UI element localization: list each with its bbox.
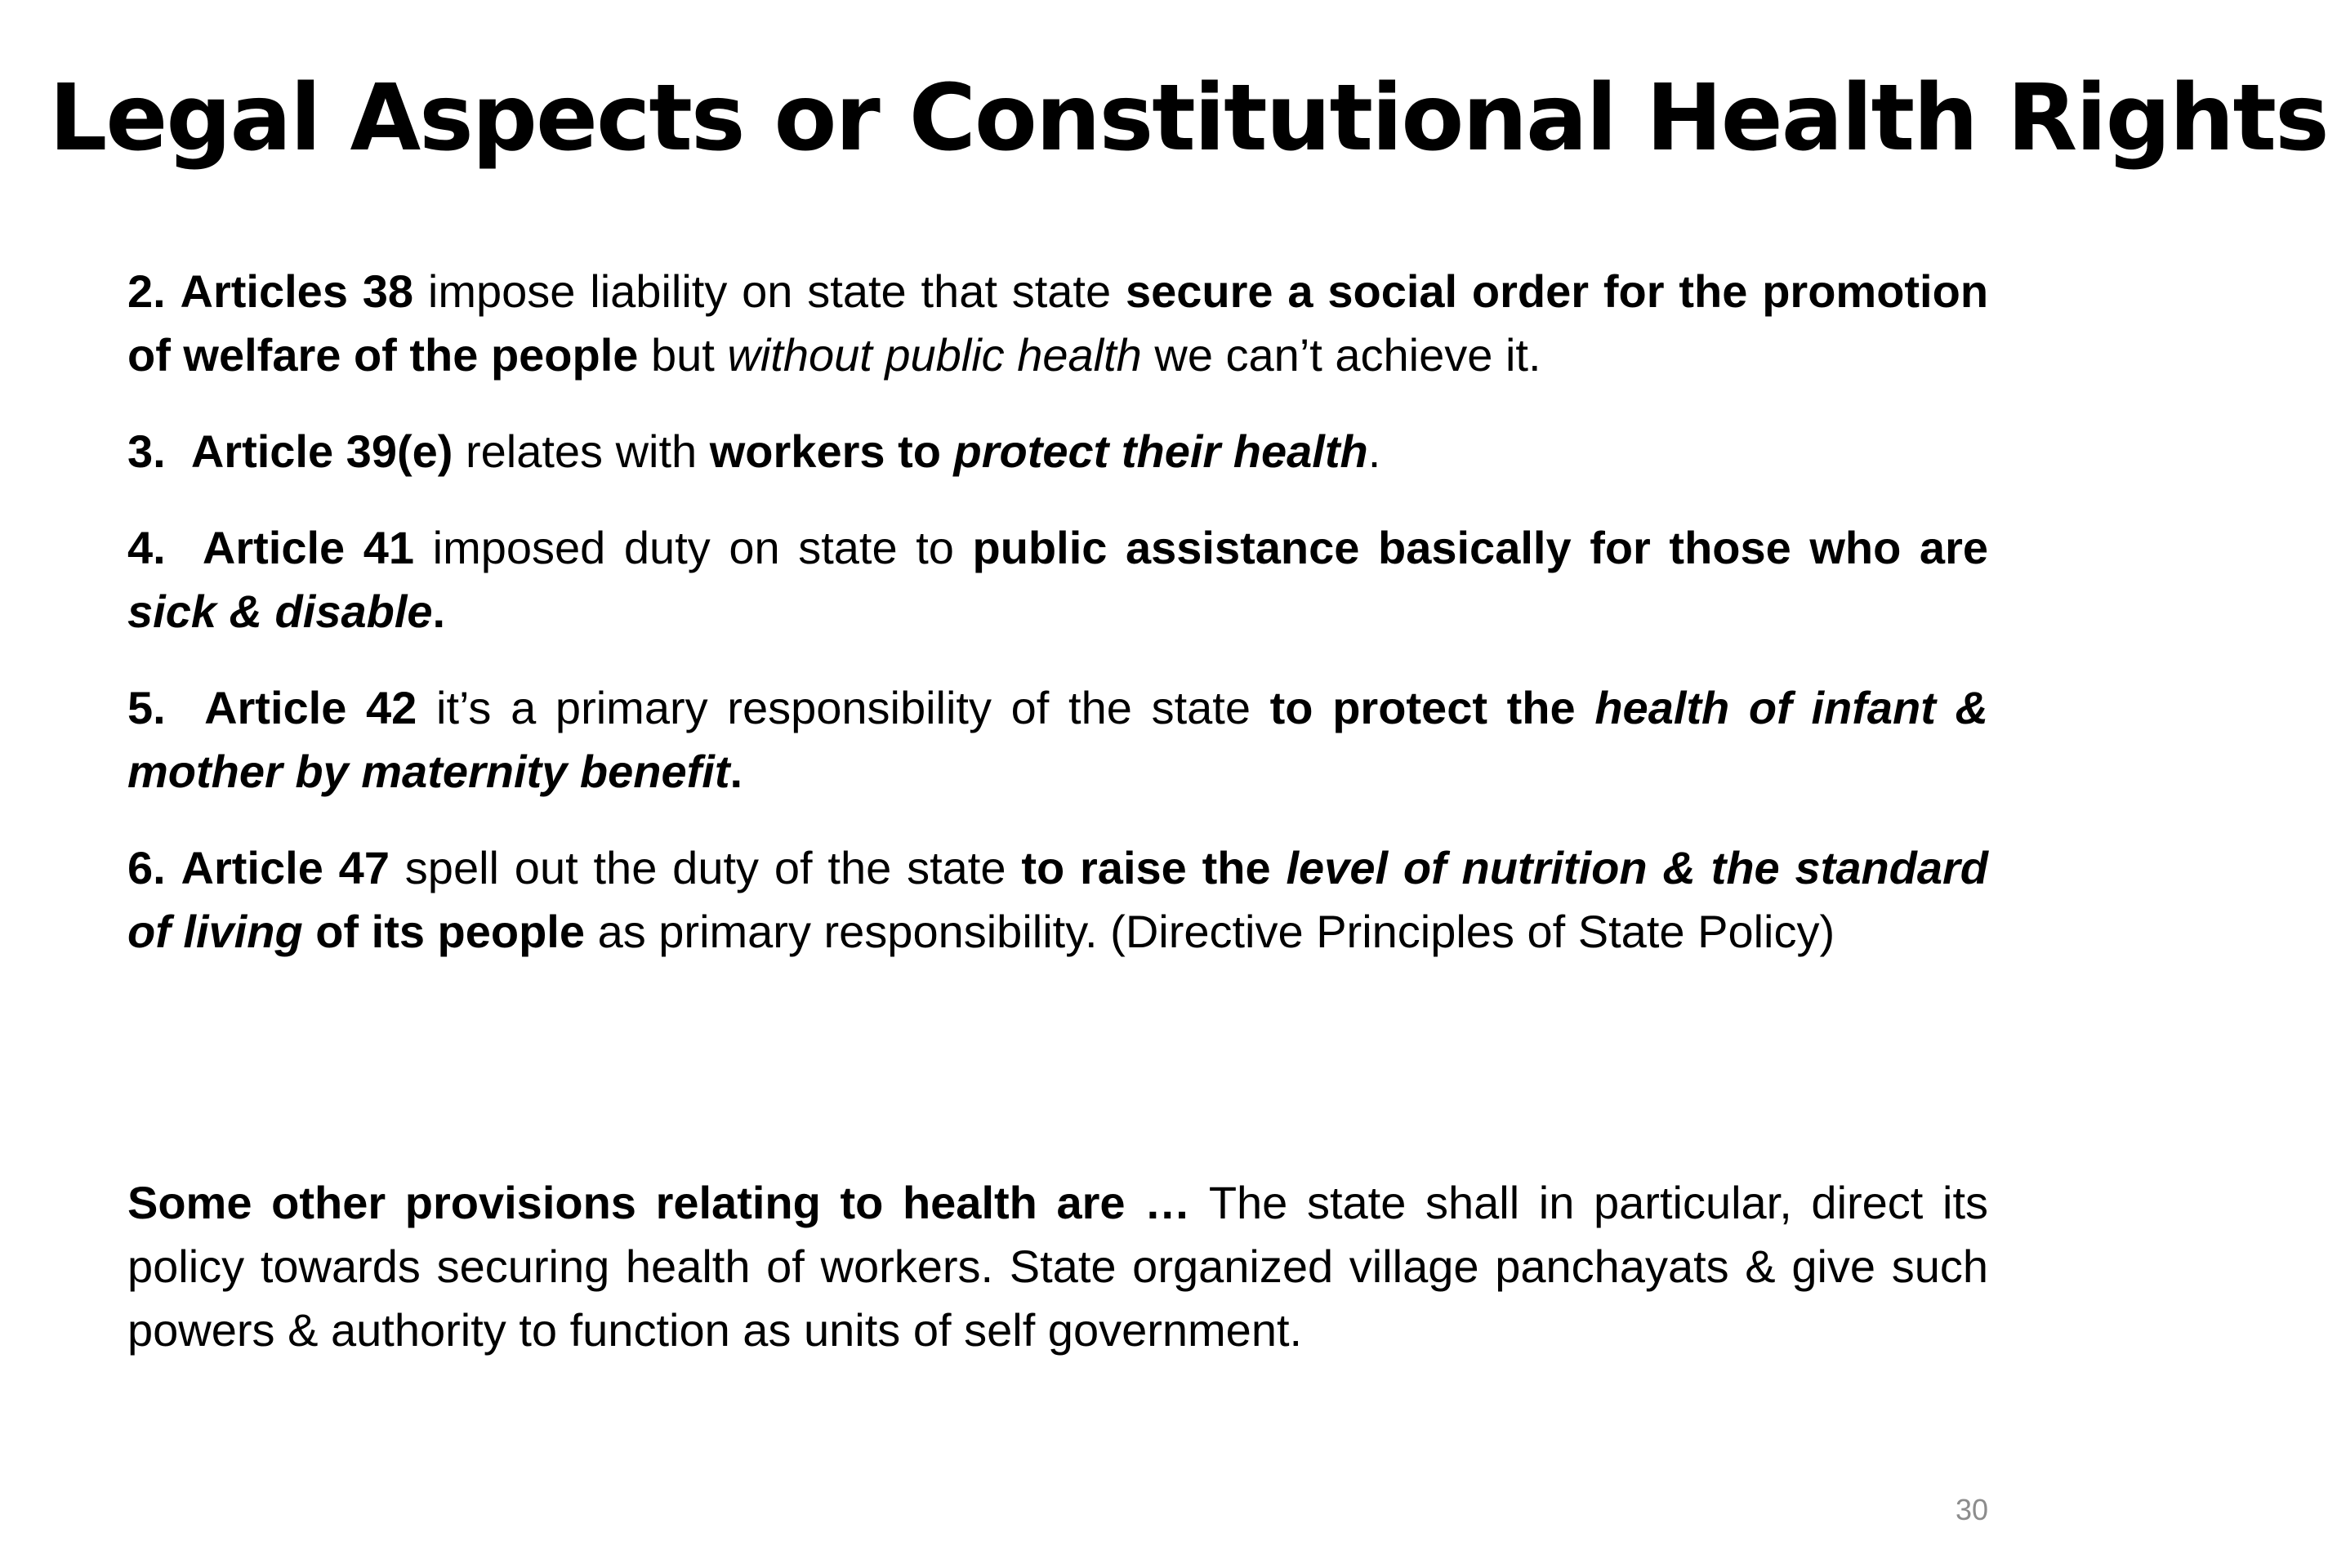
article-heading: Article 42 [204, 682, 417, 733]
item-text: but [638, 329, 728, 381]
slide-title: Legal Aspects or Constitutional Health Rights [49, 65, 2328, 172]
other-provisions-note [127, 1171, 1988, 1362]
item-text: relates with [453, 425, 710, 477]
article-list [127, 260, 1988, 964]
item-emphasis: to raise the [1021, 842, 1287, 893]
item-emphasis: to protect the [1269, 682, 1595, 733]
article-heading: Article 39(e) [190, 425, 453, 477]
item-emphasis: public assistance basically for those who are [972, 522, 1989, 573]
note-heading: Some other provisions relating to health are … [127, 1177, 1191, 1228]
item-number: 6. [127, 842, 166, 893]
article-heading: Article 41 [202, 522, 415, 573]
item-bold-italic: level of nutrition & the standard of living [127, 842, 1989, 957]
item-text: it’s a primary responsibility of the state [417, 682, 1270, 733]
item-number: 3. [127, 425, 166, 477]
item-text: . [1367, 425, 1381, 477]
item-text: impose liability on state that state [413, 265, 1126, 317]
item-text: we can’t achieve it. [1141, 329, 1541, 381]
item-emphasis: secure a social order for the promotion of welfare of the people [127, 265, 1989, 381]
list-item-article-42 [127, 676, 1988, 804]
item-emphasis: . [729, 746, 743, 797]
note-text: The state shall in particular, direct its policy towards securing health of workers. State organized village panchayats & give such powers & authority to function as units of self government. [127, 1177, 1989, 1356]
item-emphasis: . [432, 586, 446, 637]
page-number: 30 [1955, 1493, 1988, 1526]
item-italic: without public health [727, 329, 1142, 381]
item-number: 2. [127, 265, 166, 317]
list-item-article-39e [127, 420, 1988, 483]
item-number: 4. [127, 522, 166, 573]
list-item-article-38 [127, 260, 1988, 387]
item-emphasis: of its people [302, 906, 586, 957]
list-item-article-41 [127, 516, 1988, 644]
item-number: 5. [127, 682, 166, 733]
article-heading: Articles 38 [180, 265, 414, 317]
item-text: spell out the duty of the state [389, 842, 1022, 893]
item-bold-italic: sick & disable [127, 586, 433, 637]
item-text: as primary responsibility. (Directive Principles of State Policy) [585, 906, 1835, 957]
item-bold-italic: health of infant & mother by maternity benefit [127, 682, 1988, 797]
item-text: imposed duty on state to [414, 522, 973, 573]
item-bold-italic: protect their health [953, 425, 1368, 477]
article-heading: Article 47 [181, 842, 390, 893]
list-item-article-47 [127, 836, 1988, 964]
item-emphasis: workers to [709, 425, 954, 477]
